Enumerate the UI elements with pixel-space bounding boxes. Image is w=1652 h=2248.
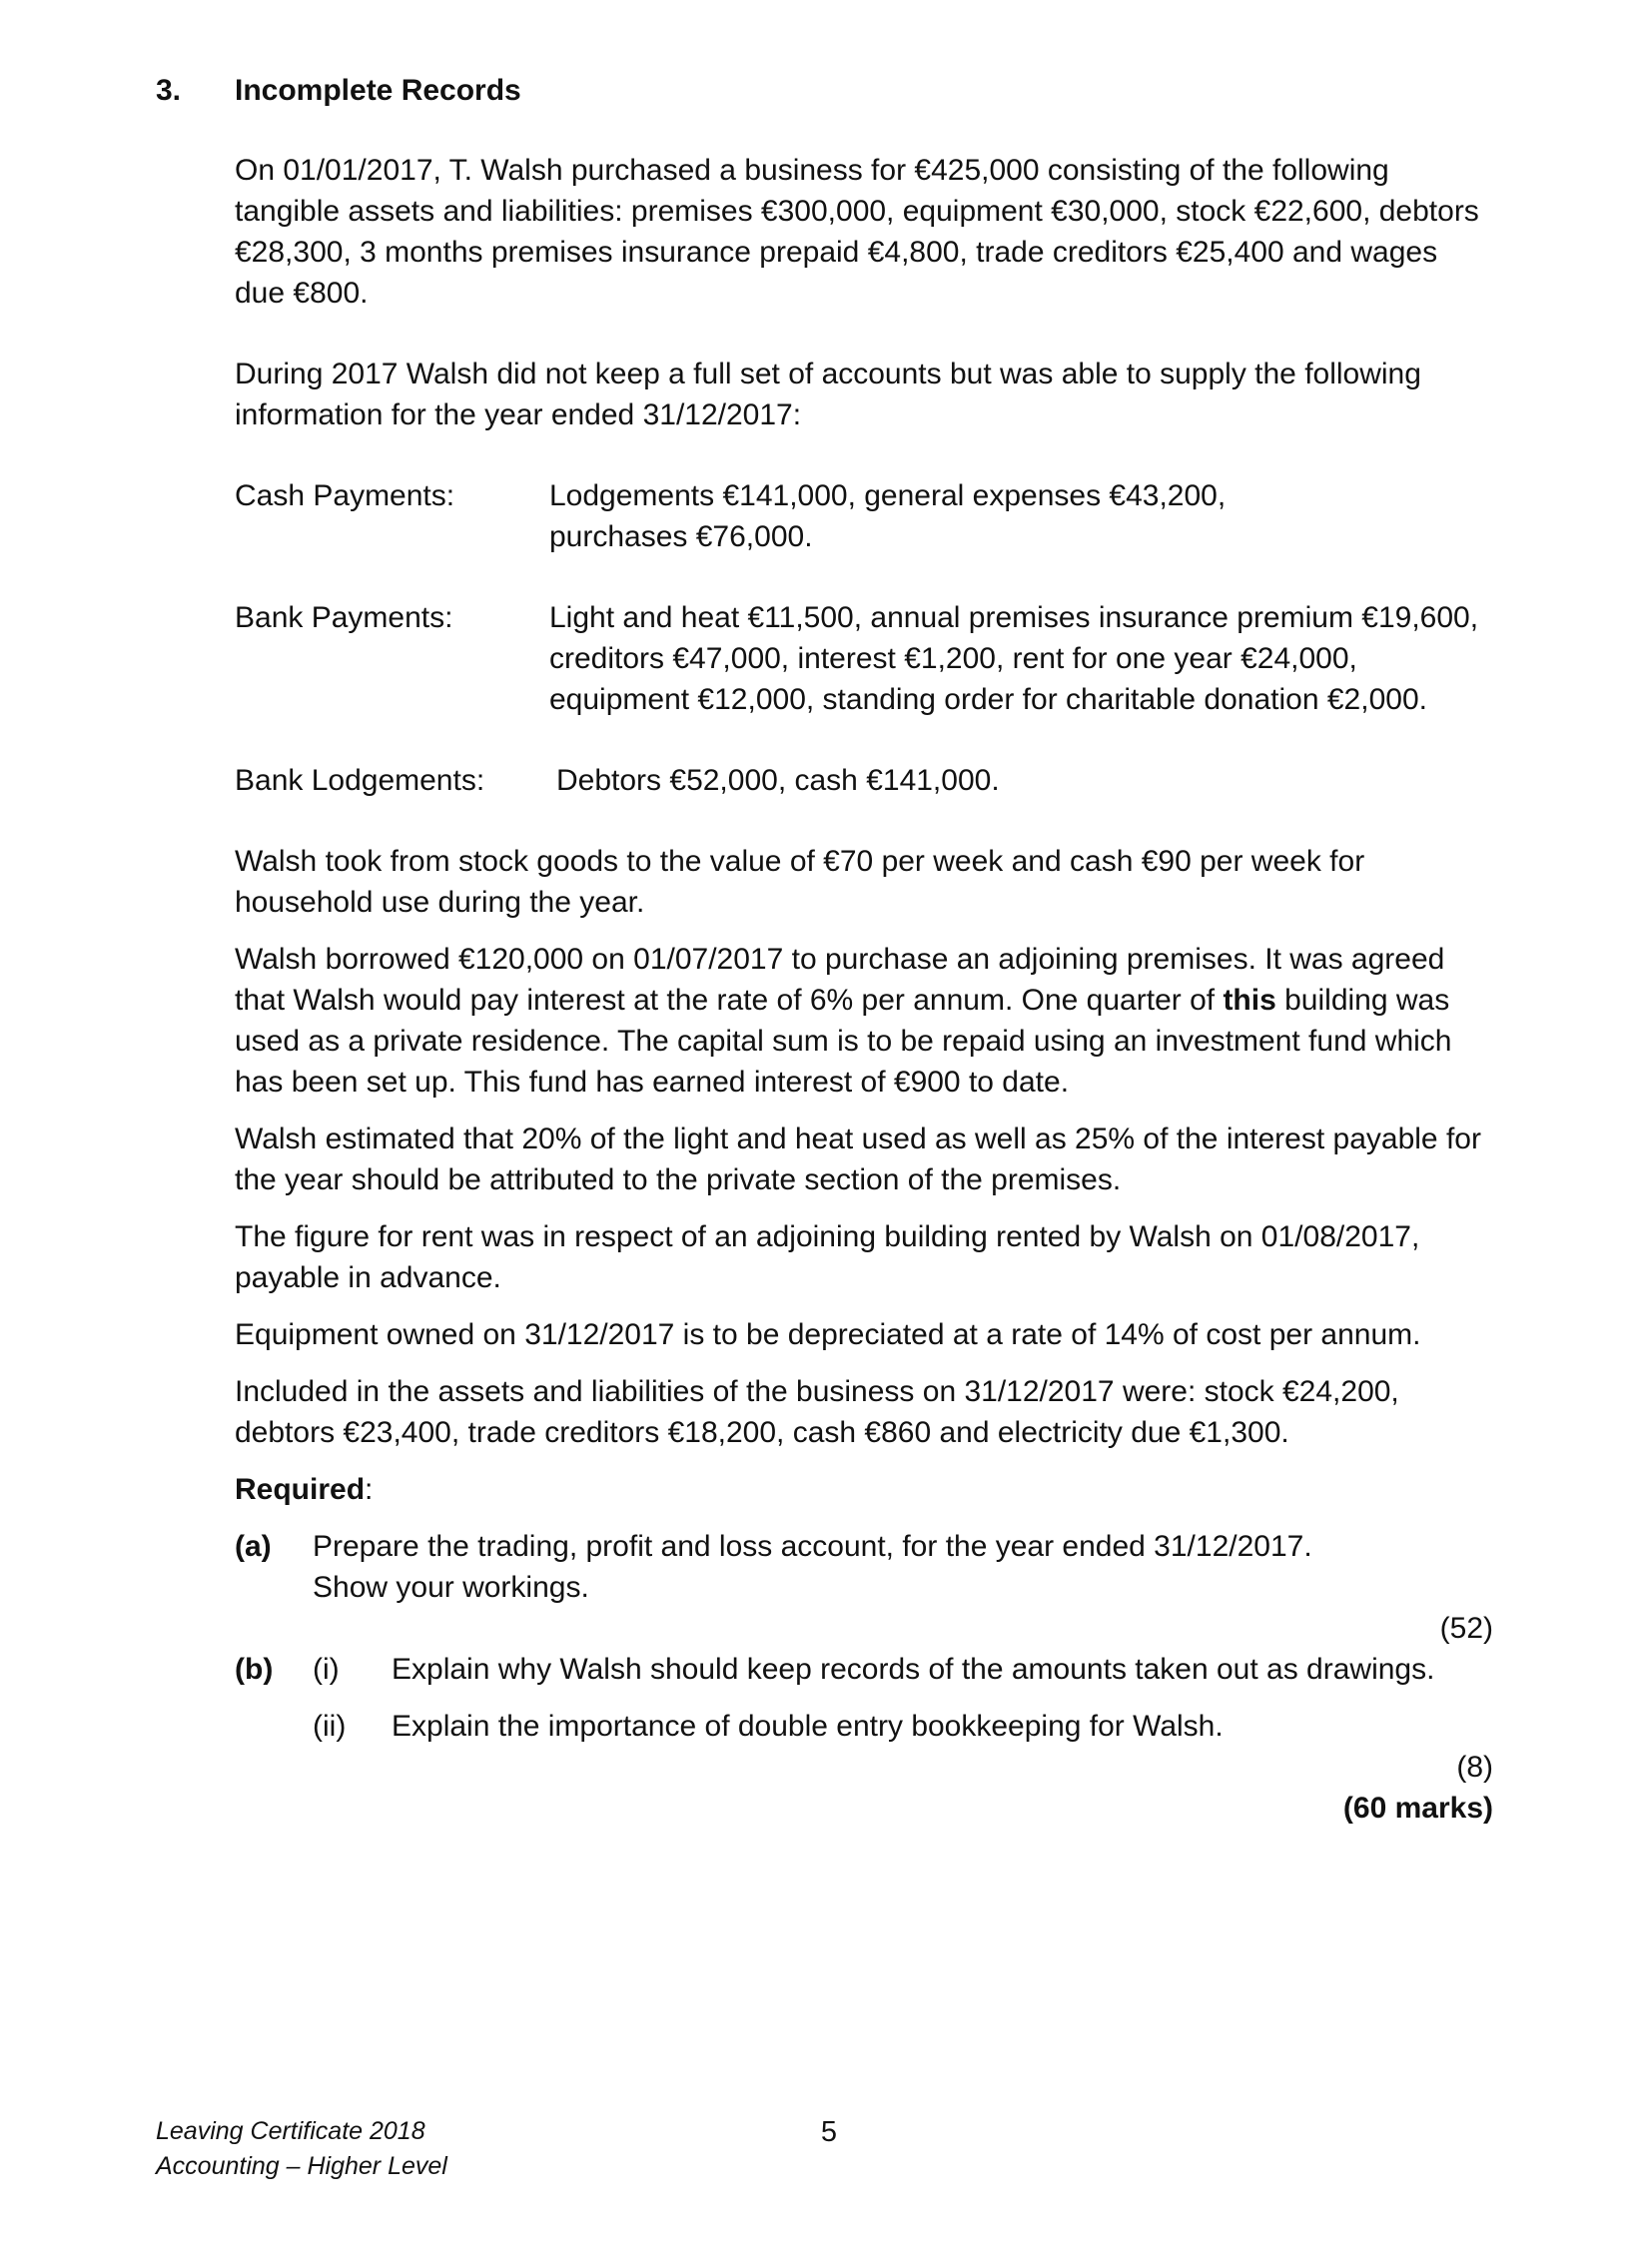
- part-a-line: Prepare the trading, profit and loss account, for the year ended 31/12/2017.: [313, 1530, 1312, 1563]
- closing-paragraph: Included in the assets and liabilities of the business on 31/12/2017 were: stock €24,200, debtors €23,400, trade creditors €18,200, cash €860 and electricity due €1,300.: [235, 1375, 1399, 1449]
- part-a-line: Show your workings.: [313, 1571, 589, 1604]
- part-b-i: [235, 1649, 1493, 1690]
- required-label: Required: [235, 1473, 366, 1506]
- bank-payments-line: creditors €47,000, interest €1,200, rent for one year €24,000,: [549, 642, 1357, 675]
- part-b-i-text: Explain why Walsh should keep records of the amounts taken out as drawings.: [392, 1653, 1435, 1686]
- bank-payments-row: [235, 597, 1493, 720]
- part-b-label: (b): [235, 1653, 274, 1686]
- bank-payments-line: Light and heat €11,500, annual premises insurance premium €19,600,: [549, 601, 1479, 634]
- rent-paragraph: The figure for rent was in respect of an adjoining building rented by Walsh on 01/08/2017, payable in advance.: [235, 1220, 1420, 1294]
- page-footer: [156, 2114, 447, 2184]
- bank-payments-line: equipment €12,000, standing order for charitable donation €2,000.: [549, 683, 1427, 716]
- question-body: [235, 150, 1493, 1829]
- cash-payments-line: purchases €76,000.: [549, 520, 813, 553]
- bank-lodgements-text: Debtors €52,000, cash €141,000.: [556, 764, 1000, 797]
- required-colon: :: [365, 1473, 374, 1506]
- part-a-label: (a): [235, 1530, 272, 1563]
- page-number: 5: [820, 2116, 838, 2148]
- loan-paragraph: [235, 939, 1493, 1103]
- footer-exam: Leaving Certificate 2018: [156, 2117, 425, 2145]
- bank-lodgements-label: Bank Lodgements:: [235, 764, 485, 797]
- drawings-paragraph: Walsh took from stock goods to the value of €70 per week and cash €90 per week for household use during the year.: [235, 845, 1365, 919]
- loan-emphasis: this: [1223, 984, 1276, 1017]
- footer-subject: Accounting – Higher Level: [156, 2152, 447, 2180]
- part-b-ii-text: Explain the importance of double entry bookkeeping for Walsh.: [392, 1710, 1224, 1743]
- question-title: Incomplete Records: [235, 74, 521, 107]
- part-b-i-label: (i): [313, 1653, 340, 1686]
- total-marks: (60 marks): [1342, 1792, 1493, 1825]
- loan-text: building was used as a private residence. The capital sum is to be repaid using an investment fund which has been set up. This fund has earned interest of €900 to date.: [235, 984, 1452, 1099]
- cash-payments-row: [235, 475, 1493, 557]
- cash-payments-label: Cash Payments:: [235, 479, 455, 512]
- bank-payments-label: Bank Payments:: [235, 601, 453, 634]
- loan-text: Walsh borrowed €120,000 on 01/07/2017 to purchase an adjoining premises. It was agreed that Walsh would pay interest at the rate of 6% per annum. One quarter of: [235, 943, 1445, 1017]
- part-b-marks: (8): [1456, 1751, 1493, 1784]
- estimate-paragraph: Walsh estimated that 20% of the light and heat used as well as 25% of the interest payable for the year should be attributed to the private section of the premises.: [235, 1123, 1481, 1196]
- cash-payments-text: [549, 475, 1493, 557]
- required-heading: [235, 1469, 1493, 1510]
- part-b-ii: [235, 1706, 1493, 1747]
- cash-payments-line: Lodgements €141,000, general expenses €43,200,: [549, 479, 1227, 512]
- part-a-marks: (52): [1439, 1612, 1493, 1645]
- part-b-ii-label: (ii): [313, 1710, 347, 1743]
- bank-payments-text: [549, 597, 1493, 720]
- bank-lodgements-row: [235, 760, 1493, 801]
- depreciation-paragraph: Equipment owned on 31/12/2017 is to be depreciated at a rate of 14% of cost per annum.: [235, 1318, 1421, 1351]
- part-a-text: [313, 1526, 1493, 1608]
- part-a: [235, 1526, 1493, 1608]
- during-paragraph: During 2017 Walsh did not keep a full set of accounts but was able to supply the following information for the year ended 31/12/2017:: [235, 358, 1421, 431]
- question-number: 3.: [156, 74, 182, 107]
- part-b-spacer: [235, 1706, 313, 1747]
- intro-paragraph: On 01/01/2017, T. Walsh purchased a business for €425,000 consisting of the following tangible assets and liabilities: premises €300,000, equipment €30,000, stock €22,600, debtors €28,300, 3 months premises insurance prepaid €4,800, trade creditors €25,400 and wages due €800.: [235, 154, 1479, 310]
